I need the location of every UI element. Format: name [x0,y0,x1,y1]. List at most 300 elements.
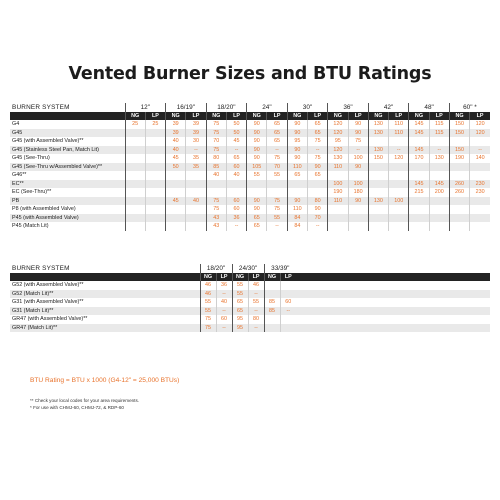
btu-value: 90 [247,120,267,129]
btu-value [145,205,165,214]
gas-type-header: LP [470,112,490,120]
btu-value [389,180,409,189]
table-row [10,222,490,231]
btu-value: 105 [247,163,267,172]
gas-type-header: NG [264,273,280,281]
btu-value: 130 [368,129,388,138]
btu-value [206,180,226,189]
btu-value: -- [248,324,264,333]
btu-value: 39 [186,120,206,129]
btu-value: 145 [429,180,449,189]
header-spacer [296,264,490,273]
btu-value [470,171,490,180]
row-spacer [296,281,490,290]
burner-btu-table [10,103,490,231]
table-row [10,324,490,333]
btu-value: 145 [409,146,429,155]
burner-btu-table-2 [10,264,490,332]
btu-value [368,180,388,189]
btu-value: 90 [307,163,327,172]
btu-value: -- [216,307,232,316]
btu-value: 100 [348,154,368,163]
btu-value [280,324,296,333]
btu-value: 75 [348,137,368,146]
btu-value: 65 [307,120,327,129]
btu-value [470,163,490,172]
btu-value: 115 [429,120,449,129]
btu-value: 45 [226,137,246,146]
btu-value [280,290,296,299]
size-group-header: 42" [368,103,409,112]
btu-value: -- [348,146,368,155]
btu-value: 95 [232,315,248,324]
btu-value [145,163,165,172]
btu-value [145,171,165,180]
gas-type-row-label [10,273,200,281]
btu-value: 60 [216,315,232,324]
btu-value: 75 [200,315,216,324]
btu-value [328,214,348,223]
btu-value: 75 [200,324,216,333]
btu-value [449,163,469,172]
gas-type-header: NG [247,112,267,120]
header-row [10,103,490,112]
burner-system-name: G45 [10,129,125,138]
btu-value: 75 [267,197,287,206]
burner-system-header: BURNER SYSTEM [10,264,200,273]
btu-value: -- [216,324,232,333]
btu-value: 145 [409,120,429,129]
btu-value: -- [186,146,206,155]
btu-value [145,137,165,146]
btu-value: 90 [247,129,267,138]
table-row [10,154,490,163]
gas-type-header: LP [226,112,246,120]
table-row [10,163,490,172]
btu-value: 260 [449,188,469,197]
btu-value [145,180,165,189]
size-group-header: 18/20" [206,103,247,112]
btu-value [125,163,145,172]
btu-value: 70 [206,137,226,146]
gas-type-header: NG [287,112,307,120]
btu-value: 55 [248,298,264,307]
btu-value: 65 [232,298,248,307]
table-row [10,180,490,189]
burner-system-header: BURNER SYSTEM [10,103,125,112]
btu-value: 90 [348,197,368,206]
gas-type-header: LP [145,112,165,120]
btu-value [267,188,287,197]
btu-value: 110 [389,129,409,138]
btu-value: 170 [409,154,429,163]
btu-value: 43 [206,214,226,223]
btu-value [389,188,409,197]
btu-value: 100 [348,180,368,189]
btu-value: 90 [247,146,267,155]
btu-value: 70 [267,163,287,172]
btu-value: 80 [206,154,226,163]
gas-type-header: NG [328,112,348,120]
btu-value: -- [389,146,409,155]
btu-value [125,180,145,189]
gas-type-header: LP [389,112,409,120]
btu-value [226,180,246,189]
btu-value [449,197,469,206]
btu-value: 90 [287,197,307,206]
btu-value: 50 [166,163,186,172]
btu-value [429,205,449,214]
btu-value [389,222,409,231]
btu-value [470,137,490,146]
btu-value [470,222,490,231]
btu-value: 85 [206,163,226,172]
btu-value [264,281,280,290]
btu-value: 90 [348,129,368,138]
btu-value: 55 [267,214,287,223]
btu-value [125,197,145,206]
size-group-header: 24" [247,103,288,112]
btu-value: 90 [247,154,267,163]
row-spacer [296,298,490,307]
gas-type-header: LP [307,112,327,120]
btu-value: 35 [186,163,206,172]
btu-value [125,222,145,231]
gas-type-header: NG [368,112,388,120]
size-group-header: 48" [409,103,450,112]
size-group-header: 18/20" [200,264,232,273]
btu-value: 84 [287,214,307,223]
btu-value: 90 [247,197,267,206]
btu-value [186,205,206,214]
burner-system-name: G4 [12,121,20,127]
btu-value [368,205,388,214]
burner-system-name: P8 (with Assembled Valve) [12,206,76,212]
btu-value [166,214,186,223]
size-group-header: 33/39" [264,264,296,273]
burner-system-name: G45 (See-Thru w/Assembled Valve)** [10,163,125,172]
table-row [10,120,490,129]
btu-value [186,214,206,223]
btu-value: 190 [449,154,469,163]
btu-value [166,205,186,214]
row-spacer [296,307,490,316]
table-row [10,188,490,197]
btu-value: -- [267,146,287,155]
row-spacer [296,290,490,299]
btu-value: 90 [287,129,307,138]
btu-value [429,137,449,146]
header-row [10,264,490,273]
gas-type-header: NG [449,112,469,120]
btu-value: 110 [287,205,307,214]
btu-value: 120 [470,120,490,129]
btu-value: 90 [348,120,368,129]
btu-value: 60 [226,163,246,172]
btu-value [186,180,206,189]
size-group-header: 30" [287,103,328,112]
btu-value: 110 [389,120,409,129]
burner-system-name: G45 (Stainless Steel Pan, Match Lit) [10,146,125,155]
btu-value: 55 [232,281,248,290]
table-row [10,197,490,206]
btu-value [280,281,296,290]
row-spacer [296,315,490,324]
gas-type-row-label [10,112,125,120]
size-group-header: 36" [328,103,369,112]
burner-system-name: GR47 (Match Lit)** [10,324,200,333]
btu-value: 55 [200,298,216,307]
btu-value [264,315,280,324]
btu-value: 120 [328,129,348,138]
btu-value: 60 [280,298,296,307]
btu-value [307,180,327,189]
btu-value [145,146,165,155]
btu-value: 90 [287,154,307,163]
btu-value: 145 [409,129,429,138]
btu-value: 110 [328,197,348,206]
btu-value [368,163,388,172]
btu-value: -- [429,146,449,155]
btu-value: 230 [470,188,490,197]
btu-value: 75 [206,146,226,155]
btu-value [389,205,409,214]
btu-value: 100 [328,180,348,189]
burner-system-name: G52 (Match Lit)** [10,290,200,299]
btu-value [348,214,368,223]
table-row [10,146,490,155]
btu-value [328,171,348,180]
btu-value: 85 [264,307,280,316]
btu-value: 25 [145,120,165,129]
gas-type-header: LP [216,273,232,281]
btu-value: -- [226,146,246,155]
btu-value [125,137,145,146]
btu-value [389,214,409,223]
btu-value: 75 [206,205,226,214]
btu-value [328,222,348,231]
btu-value [226,188,246,197]
btu-value: 80 [248,315,264,324]
btu-value [429,222,449,231]
btu-value: 150 [449,146,469,155]
btu-value: 90 [247,137,267,146]
btu-value: 120 [328,146,348,155]
table-row [10,171,490,180]
btu-value [125,214,145,223]
btu-value: 150 [368,154,388,163]
btu-value [449,137,469,146]
gas-type-header: NG [409,112,429,120]
page-title: Vented Burner Sizes and BTU Ratings [68,64,432,84]
btu-value: 30 [186,137,206,146]
btu-value [470,197,490,206]
btu-value: 46 [200,290,216,299]
btu-value: 75 [267,154,287,163]
gas-type-header: LP [348,112,368,120]
btu-value: 60 [226,205,246,214]
gas-type-header: NG [125,112,145,120]
btu-value: 115 [429,129,449,138]
btu-value: 95 [287,137,307,146]
btu-value: 65 [287,171,307,180]
burner-system-name: EC (See-Thru)** [12,189,52,195]
btu-value: 40 [216,298,232,307]
btu-value [145,129,165,138]
btu-rating-note: BTU Rating = BTU x 1000 (G4-12" = 25,000 BTUs) [30,377,180,384]
btu-value: 75 [206,120,226,129]
btu-value [125,188,145,197]
btu-value [145,197,165,206]
btu-value: 35 [186,154,206,163]
btu-value [449,205,469,214]
btu-value [264,324,280,333]
btu-value: 46 [248,281,264,290]
gas-type-header: LP [267,112,287,120]
btu-value [429,197,449,206]
btu-value: -- [470,146,490,155]
btu-value [429,163,449,172]
btu-value: 50 [226,129,246,138]
btu-value [449,171,469,180]
btu-value [145,222,165,231]
btu-value [287,180,307,189]
btu-value [166,171,186,180]
gas-type-header: NG [206,112,226,120]
btu-value: 39 [166,120,186,129]
btu-value [307,188,327,197]
btu-value: -- [307,146,327,155]
gas-type-spacer [296,273,490,281]
table-row [10,298,490,307]
footnote-local-codes: ** Check your local codes for your area requirements. [30,398,140,403]
btu-value [166,188,186,197]
btu-value: 40 [186,197,206,206]
btu-value: 75 [307,154,327,163]
burner-system-name: EC** [10,180,125,189]
btu-value: 84 [287,222,307,231]
btu-value [409,197,429,206]
btu-value [280,315,296,324]
btu-value: 25 [125,120,145,129]
table-row [10,290,490,299]
btu-value: -- [307,222,327,231]
table-row [10,205,490,214]
gas-type-header: LP [429,112,449,120]
burner-system-name: G52 (with Assembled Valve)** [12,282,84,288]
btu-value: -- [280,307,296,316]
burner-system-name: PB [10,197,125,206]
btu-value [145,188,165,197]
btu-value [409,222,429,231]
btu-value: 43 [206,222,226,231]
btu-value [449,214,469,223]
btu-value: 130 [368,197,388,206]
btu-value: 190 [328,188,348,197]
btu-value: 60 [226,197,246,206]
btu-value: 65 [267,137,287,146]
btu-value: 65 [232,307,248,316]
btu-value: 75 [206,129,226,138]
btu-value: 130 [429,154,449,163]
btu-value [186,222,206,231]
btu-value: 90 [307,205,327,214]
btu-value: 75 [267,205,287,214]
btu-value: 150 [449,120,469,129]
btu-value: 65 [267,129,287,138]
btu-value: 65 [247,222,267,231]
burner-system-name: G45 (See-Thru) [12,155,50,161]
burner-system-name: GR47 (with Assembled Valve)** [12,316,88,322]
size-group-header: 60" * [449,103,490,112]
burner-system-name: G45 (with Assembled Valve)** [12,138,84,144]
btu-value [368,171,388,180]
row-spacer [296,324,490,333]
burner-system-name: G31 (Match Lit)** [10,307,200,316]
table-row [10,281,490,290]
gas-type-row [10,273,490,281]
btu-value [166,222,186,231]
size-group-header: 12" [125,103,166,112]
btu-value: -- [267,222,287,231]
btu-value [470,214,490,223]
btu-value: 140 [470,154,490,163]
btu-value [389,171,409,180]
table-row [10,137,490,146]
size-group-header: 16/19" [166,103,207,112]
btu-value: -- [248,307,264,316]
btu-value: 40 [166,146,186,155]
btu-value: 230 [470,180,490,189]
btu-value: 65 [226,154,246,163]
btu-value: 110 [328,163,348,172]
gas-type-header: LP [248,273,264,281]
btu-value [287,188,307,197]
btu-value: 110 [287,163,307,172]
btu-value: 145 [409,180,429,189]
btu-value: 36 [226,214,246,223]
btu-value: 70 [307,214,327,223]
btu-value: 85 [264,298,280,307]
btu-value [206,188,226,197]
btu-value [166,180,186,189]
btu-value [125,129,145,138]
btu-value: 46 [200,281,216,290]
btu-value: 40 [206,171,226,180]
gas-type-header: LP [280,273,296,281]
btu-value [186,188,206,197]
btu-value [409,205,429,214]
btu-value: 215 [409,188,429,197]
btu-value: 180 [348,188,368,197]
burner-system-name: G46** [12,172,27,178]
btu-value [389,137,409,146]
gas-type-header: NG [232,273,248,281]
btu-value [409,137,429,146]
btu-value [264,290,280,299]
btu-value: 75 [206,197,226,206]
btu-value: 120 [389,154,409,163]
burner-system-name: G31 (with Assembled Valve)** [12,299,84,305]
btu-value: 95 [232,324,248,333]
btu-value: 55 [267,171,287,180]
btu-value: 120 [470,129,490,138]
btu-value: 100 [389,197,409,206]
btu-value: 90 [287,146,307,155]
btu-value: 75 [307,137,327,146]
btu-value: 65 [267,120,287,129]
btu-value [348,205,368,214]
